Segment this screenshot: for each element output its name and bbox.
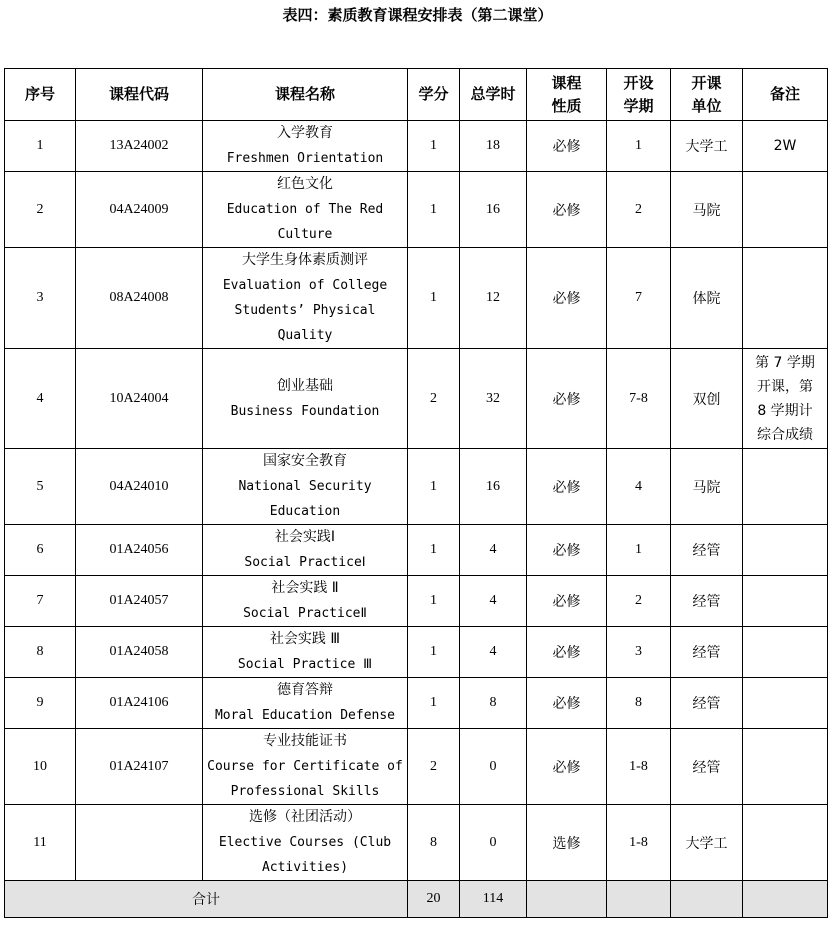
cell-nature: 必修 — [527, 349, 607, 449]
cell-hours: 4 — [460, 525, 527, 576]
table-row — [5, 729, 828, 805]
cell-credit: 1 — [408, 678, 460, 729]
cell-remark — [743, 121, 828, 172]
cell-term: 1-8 — [607, 729, 671, 805]
cell-code: 08A24008 — [76, 248, 203, 349]
cell-unit: 双创 — [671, 349, 743, 449]
cell-code — [76, 805, 203, 881]
cell-seq: 3 — [5, 248, 76, 349]
header-seq: 序号 — [5, 69, 76, 121]
cell-term: 2 — [607, 172, 671, 248]
cell-code: 04A24009 — [76, 172, 203, 248]
cell-unit: 马院 — [671, 449, 743, 525]
cell-nature: 必修 — [527, 172, 607, 248]
header-term: 开设 学期 — [607, 69, 671, 121]
cell-seq: 7 — [5, 576, 76, 627]
header-nature: 课程 性质 — [527, 69, 607, 121]
course-name-en: Culture — [277, 227, 333, 242]
total-empty — [607, 881, 671, 918]
course-name-zh: 入学教育 — [277, 125, 333, 141]
cell-course-name — [203, 525, 408, 576]
cell-nature: 必修 — [527, 525, 607, 576]
total-empty — [671, 881, 743, 918]
total-empty — [527, 881, 607, 918]
cell-unit: 大学工 — [671, 121, 743, 172]
cell-code: 01A24106 — [76, 678, 203, 729]
cell-seq: 9 — [5, 678, 76, 729]
course-name-en: Education — [269, 504, 341, 519]
cell-remark — [743, 172, 828, 248]
cell-unit: 经管 — [671, 729, 743, 805]
course-name-en: Education of The Red — [226, 202, 384, 217]
cell-unit: 体院 — [671, 248, 743, 349]
header-hours: 总学时 — [460, 69, 527, 121]
cell-credit: 1 — [408, 248, 460, 349]
course-name-en: Activities) — [261, 860, 349, 875]
course-name-en: Freshmen Orientation — [226, 151, 384, 166]
cell-code: 01A24058 — [76, 627, 203, 678]
cell-seq: 2 — [5, 172, 76, 248]
cell-credit: 1 — [408, 525, 460, 576]
cell-hours: 32 — [460, 349, 527, 449]
cell-course-name — [203, 678, 408, 729]
cell-code: 01A24056 — [76, 525, 203, 576]
cell-term: 2 — [607, 576, 671, 627]
course-name-zh: 社会实践 Ⅱ — [271, 580, 339, 596]
cell-course-name — [203, 627, 408, 678]
cell-credit: 1 — [408, 121, 460, 172]
cell-code: 01A24057 — [76, 576, 203, 627]
course-name-en: National Security — [238, 479, 372, 494]
cell-hours: 4 — [460, 576, 527, 627]
course-name-en: Social Practice Ⅲ — [237, 657, 373, 672]
table-row — [5, 525, 828, 576]
remark-line: 综合成绩 — [757, 426, 813, 443]
course-name-zh: 选修（社团活动） — [249, 809, 361, 825]
cell-code: 10A24004 — [76, 349, 203, 449]
table-row — [5, 576, 828, 627]
cell-seq: 8 — [5, 627, 76, 678]
course-name-en: Moral Education Defense — [214, 708, 395, 723]
cell-remark — [743, 678, 828, 729]
header-unit: 开课 单位 — [671, 69, 743, 121]
table-row — [5, 449, 828, 525]
cell-term: 7 — [607, 248, 671, 349]
course-name-zh: 创业基础 — [277, 377, 333, 394]
cell-remark — [743, 449, 828, 525]
cell-hours: 16 — [460, 172, 527, 248]
course-name-en: Social PracticeⅠ — [244, 555, 366, 570]
cell-seq: 4 — [5, 349, 76, 449]
cell-remark — [743, 349, 828, 449]
cell-unit: 经管 — [671, 627, 743, 678]
cell-remark — [743, 576, 828, 627]
course-name-zh: 社会实践Ⅰ — [274, 529, 336, 545]
table-row — [5, 121, 828, 172]
course-name-zh: 大学生身体素质测评 — [242, 252, 368, 268]
course-name-en: Social PracticeⅡ — [243, 606, 367, 621]
cell-nature: 必修 — [527, 729, 607, 805]
cell-unit: 马院 — [671, 172, 743, 248]
header-remark: 备注 — [743, 69, 828, 121]
cell-seq: 1 — [5, 121, 76, 172]
cell-unit: 经管 — [671, 678, 743, 729]
cell-credit: 2 — [408, 349, 460, 449]
course-name-en: Business Foundation — [230, 403, 380, 419]
table-row — [5, 805, 828, 881]
cell-nature: 必修 — [527, 248, 607, 349]
cell-remark — [743, 627, 828, 678]
remark-line: 2W — [773, 138, 797, 154]
course-name-en: Students’ Physical — [234, 303, 376, 318]
cell-course-name — [203, 248, 408, 349]
total-empty — [743, 881, 828, 918]
cell-term: 3 — [607, 627, 671, 678]
cell-seq: 6 — [5, 525, 76, 576]
cell-remark — [743, 805, 828, 881]
cell-credit: 1 — [408, 172, 460, 248]
total-label: 合计 — [5, 881, 408, 918]
table-row — [5, 248, 828, 349]
cell-course-name — [203, 121, 408, 172]
cell-seq: 5 — [5, 449, 76, 525]
cell-unit: 大学工 — [671, 805, 743, 881]
cell-remark — [743, 729, 828, 805]
cell-credit: 1 — [408, 576, 460, 627]
table-row — [5, 678, 828, 729]
cell-course-name — [203, 172, 408, 248]
cell-term: 1 — [607, 525, 671, 576]
course-name-zh: 红色文化 — [277, 176, 333, 192]
cell-course-name — [203, 449, 408, 525]
cell-seq: 11 — [5, 805, 76, 881]
course-name-en: Evaluation of College — [222, 278, 388, 293]
table-title: 表四：素质教育课程安排表（第二课堂） — [282, 6, 553, 24]
cell-nature: 必修 — [527, 627, 607, 678]
course-name-en: Quality — [277, 328, 333, 343]
course-name-zh: 社会实践 Ⅲ — [269, 631, 341, 647]
table-row — [5, 349, 828, 449]
course-name-en: Professional Skills — [230, 784, 380, 799]
cell-unit: 经管 — [671, 576, 743, 627]
cell-code: 01A24107 — [76, 729, 203, 805]
total-hours: 114 — [460, 881, 527, 918]
cell-seq: 10 — [5, 729, 76, 805]
header-name: 课程名称 — [203, 69, 408, 121]
cell-unit: 经管 — [671, 525, 743, 576]
cell-code: 13A24002 — [76, 121, 203, 172]
cell-term: 4 — [607, 449, 671, 525]
cell-hours: 4 — [460, 627, 527, 678]
cell-remark — [743, 525, 828, 576]
cell-credit: 1 — [408, 449, 460, 525]
cell-credit: 8 — [408, 805, 460, 881]
total-row — [5, 881, 828, 918]
cell-credit: 2 — [408, 729, 460, 805]
cell-term: 8 — [607, 678, 671, 729]
table-row — [5, 172, 828, 248]
cell-credit: 1 — [408, 627, 460, 678]
course-name-zh: 德育答辩 — [277, 682, 333, 698]
cell-course-name — [203, 729, 408, 805]
course-name-zh: 专业技能证书 — [263, 733, 347, 749]
cell-hours: 0 — [460, 805, 527, 881]
course-name-en: Elective Courses (Club — [218, 835, 392, 850]
cell-hours: 8 — [460, 678, 527, 729]
total-credit: 20 — [408, 881, 460, 918]
cell-remark — [743, 248, 828, 349]
cell-course-name — [203, 349, 408, 449]
cell-hours: 18 — [460, 121, 527, 172]
cell-term: 7-8 — [607, 349, 671, 449]
cell-nature: 选修 — [527, 805, 607, 881]
remark-line: 开课，第 — [757, 378, 813, 395]
cell-code: 04A24010 — [76, 449, 203, 525]
header-credit: 学分 — [408, 69, 460, 121]
course-name-zh: 国家安全教育 — [263, 453, 347, 469]
cell-nature: 必修 — [527, 678, 607, 729]
course-table — [4, 68, 828, 918]
table-row — [5, 627, 828, 678]
remark-line: 8 学期计 — [757, 402, 813, 419]
header-row — [5, 69, 828, 121]
remark-line: 第 7 学期 — [755, 354, 815, 371]
course-name-en: Course for Certificate of — [207, 759, 403, 774]
cell-hours: 12 — [460, 248, 527, 349]
cell-nature: 必修 — [527, 449, 607, 525]
cell-nature: 必修 — [527, 576, 607, 627]
cell-course-name — [203, 805, 408, 881]
header-code: 课程代码 — [76, 69, 203, 121]
cell-nature: 必修 — [527, 121, 607, 172]
cell-hours: 16 — [460, 449, 527, 525]
cell-hours: 0 — [460, 729, 527, 805]
cell-course-name — [203, 576, 408, 627]
cell-term: 1 — [607, 121, 671, 172]
cell-term: 1-8 — [607, 805, 671, 881]
